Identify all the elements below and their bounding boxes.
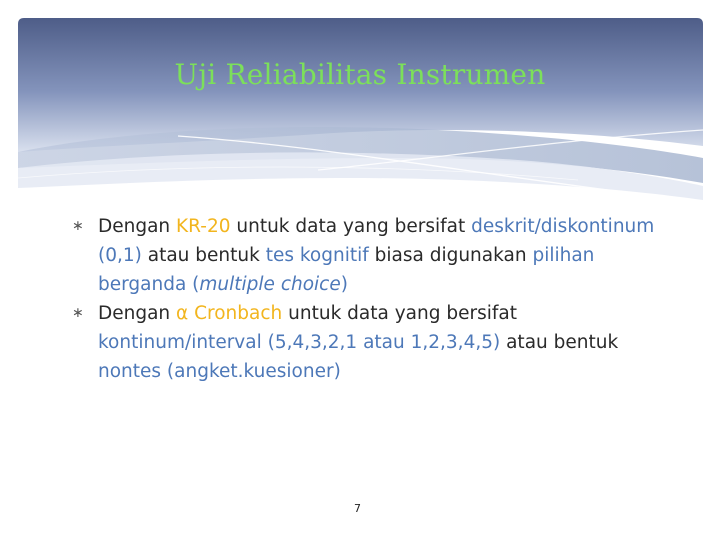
- slide-header-banner: [18, 18, 703, 200]
- text-segment: atau bentuk: [500, 332, 619, 353]
- text-segment: untuk data yang bersifat: [230, 216, 472, 237]
- bullet-text: [98, 303, 618, 382]
- highlight-kontinum-interval: kontinum/interval (5,4,3,2,1 atau 1,2,3,4,5): [98, 332, 501, 353]
- text-segment: untuk data yang bersifat: [282, 303, 517, 324]
- highlight-close-paren: ): [340, 274, 348, 295]
- text-segment: biasa digunakan: [368, 245, 533, 266]
- page-number: 7: [354, 502, 361, 515]
- highlight-tes-kognitif: tes kognitif: [265, 245, 369, 266]
- text-segment: atau bentuk: [141, 245, 266, 266]
- bullet-list: [72, 212, 682, 386]
- highlight-nontes: nontes (angket.kuesioner): [98, 361, 341, 382]
- bullet-star-icon: ∗: [72, 305, 84, 321]
- bullet-kr20: [72, 212, 682, 299]
- highlight-kr20: KR-20: [176, 216, 231, 237]
- text-segment: Dengan: [98, 303, 177, 324]
- bullet-text: [98, 216, 654, 295]
- highlight-multiple-choice: multiple choice: [199, 274, 341, 295]
- highlight-diskontinum: deskrit/diskontinum (0,1): [98, 216, 655, 266]
- slide-title: Uji Reliabilitas Instrumen: [174, 58, 546, 91]
- highlight-alpha-cronbach: α Cronbach: [176, 303, 283, 324]
- header-background: [18, 18, 703, 200]
- bullet-star-icon: ∗: [72, 218, 84, 234]
- bullet-alpha-cronbach: [72, 299, 682, 386]
- highlight-pilihan-berganda: pilihan berganda (: [98, 245, 595, 295]
- text-segment: Dengan: [98, 216, 177, 237]
